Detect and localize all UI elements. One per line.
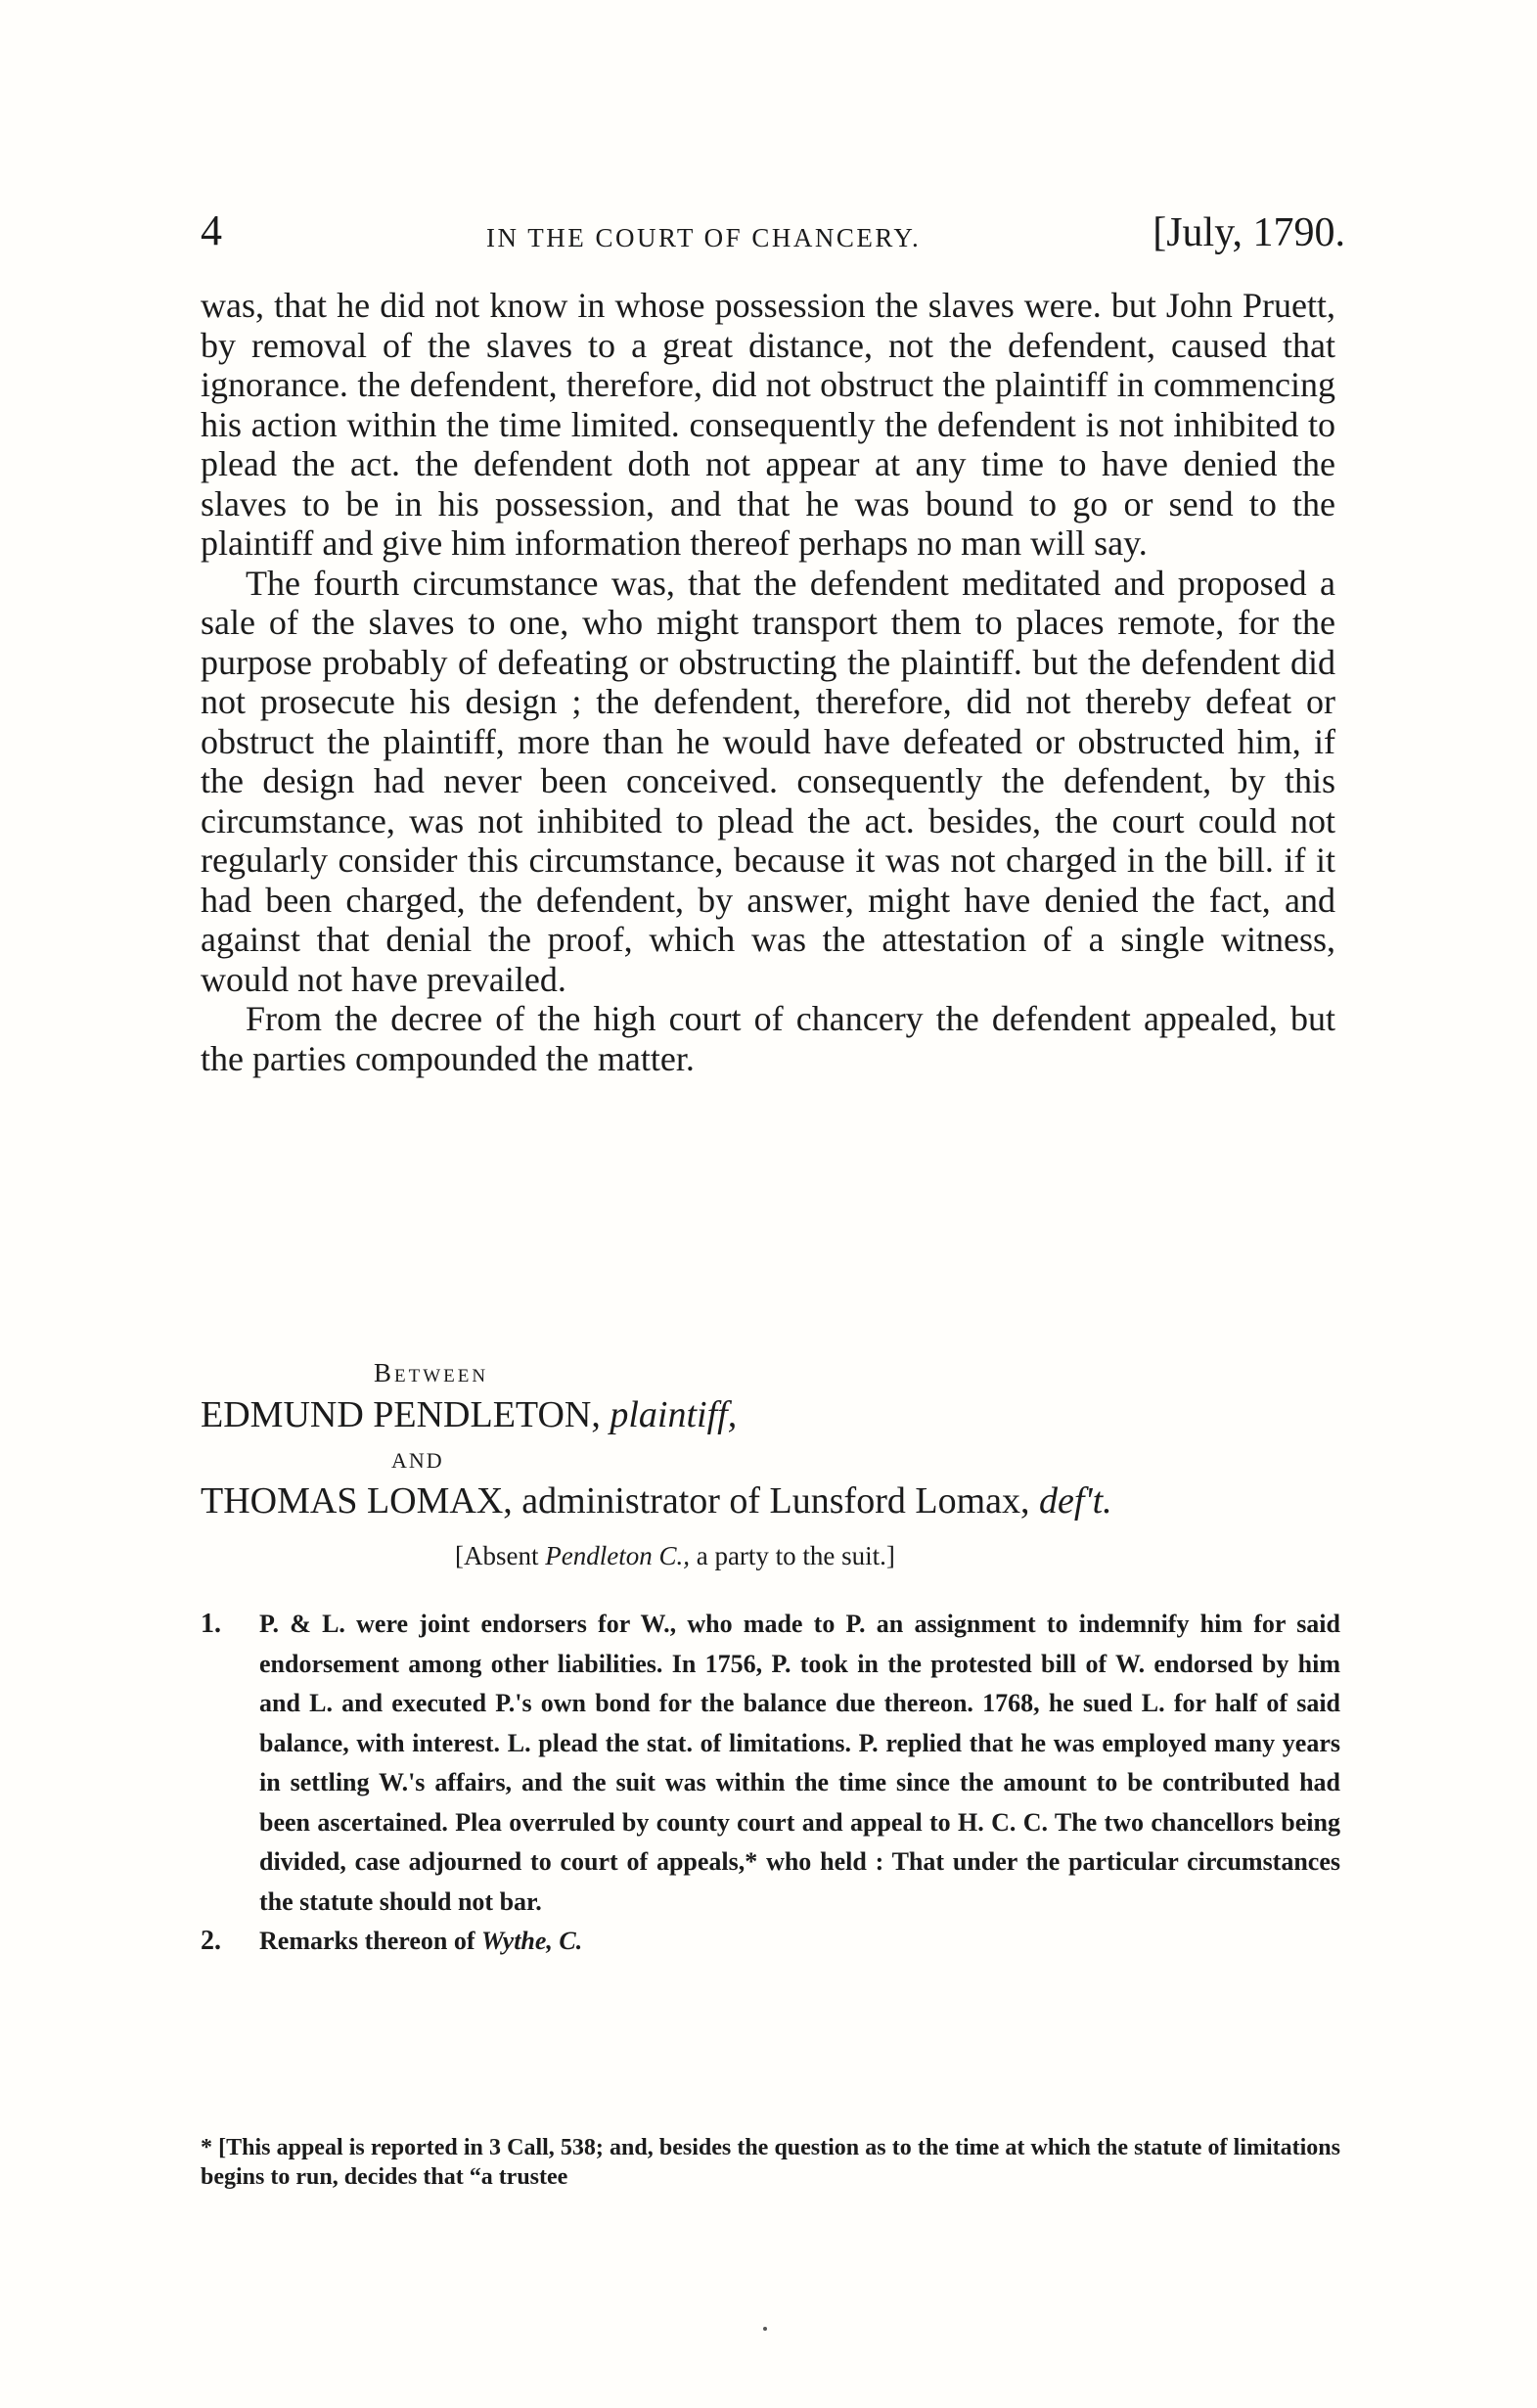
absent-open: [Absent <box>455 1541 539 1570</box>
case-summary <box>201 1605 1340 1962</box>
running-title: IN THE COURT OF CHANCERY. <box>486 223 922 252</box>
page-number: 4 <box>201 206 222 254</box>
page-header <box>201 205 1345 264</box>
summary-text: P. & L. were joint endorsers for W., who made to P. an assignment to indemnify him for said endorsement among other liabilities. In 1756, P. took in the protested bill of W. endorsed by him and L. and executed P.'s own bond for the balance due thereon. 1768, he sued L. for half of said balance, with interest. L. plead the stat. of limitations. P. replied that he was employed many years in settling W.'s affairs, and the suit was within the time since the amount to be contributed had been ascertained. Plea overruled by county court and appeal to H. C. C. The two chancellors being divided, case adjourned to court of appeals,* who held : That under the particular circumstances the statute should not bar. <box>259 1610 1340 1916</box>
case-between-label: Between <box>374 1358 489 1387</box>
summary-text-line <box>259 1922 1340 1962</box>
defendant-line <box>201 1479 1335 1522</box>
paragraph: The fourth circumstance was, that the defendent meditated and proposed a sale of the slaves to one, who might transport them to places remote, for the purpose probably of defeating or obstructing the plaintiff. but the defendent did not prosecute his design ; the defendent, therefore, did not thereby defeat or obstruct the plaintiff, more than he would have defeated or obstructed him, if the design had never been conceived. consequently the defendent, by this circumstance, was not inhibited to plead the act. besides, the court could not regularly consider this circumstance, because it was not charged in the bill. if it had been charged, the defendent, by answer, might have denied the fact, and against that denial the proof, which was the attestation of a single witness, would not have prevailed. <box>201 563 1335 999</box>
paragraph: was, that he did not know in whose possession the slaves were. but John Pruett, by removal of the slaves to a great distance, not the defendent, caused that ignorance. the defendent, therefore, did not obstruct the plaintiff in commencing his action within the time limited. consequently the defendent is not inhibited to plead the act. the defendent doth not appear at any time to have denied the slaves to be in his possession, and that he was bound to go or send to the plaintiff and give him information thereof perhaps no man will say. <box>201 286 1335 563</box>
plaintiff-name: EDMUND PENDLETON, <box>201 1394 601 1435</box>
summary-item <box>201 1922 1340 1962</box>
plaintiff-role: plaintiff, <box>610 1394 738 1435</box>
absent-name: Pendleton C., <box>545 1541 690 1570</box>
summary-court: Wythe, C. <box>480 1927 583 1955</box>
body-text <box>201 286 1335 1078</box>
absent-note <box>455 1541 1537 1571</box>
header-date: [July, 1790. <box>1153 210 1345 255</box>
footnote <box>201 2133 1340 2192</box>
case-and-label: AND <box>391 1448 444 1473</box>
summary-item <box>201 1605 1340 1922</box>
absent-rest: a party to the suit.] <box>696 1541 895 1570</box>
summary-text: Remarks thereon of <box>259 1927 475 1955</box>
summary-number: 1. <box>201 1609 221 1639</box>
defendant-name: THOMAS LOMAX, administrator of Lunsford Lomax, <box>201 1480 1030 1522</box>
paragraph: From the decree of the high court of chancery the defendent appealed, but the parties compounded the matter. <box>201 999 1335 1078</box>
summary-number: 2. <box>201 1926 221 1956</box>
plaintiff-line <box>201 1393 1335 1436</box>
footnote-text: * [This appeal is reported in 3 Call, 538; and, besides the question as to the time at which the statute of limitations begins to run, decides that “a trustee <box>201 2135 1340 2190</box>
defendant-role: def't. <box>1039 1480 1112 1522</box>
ink-speck <box>763 2327 767 2331</box>
